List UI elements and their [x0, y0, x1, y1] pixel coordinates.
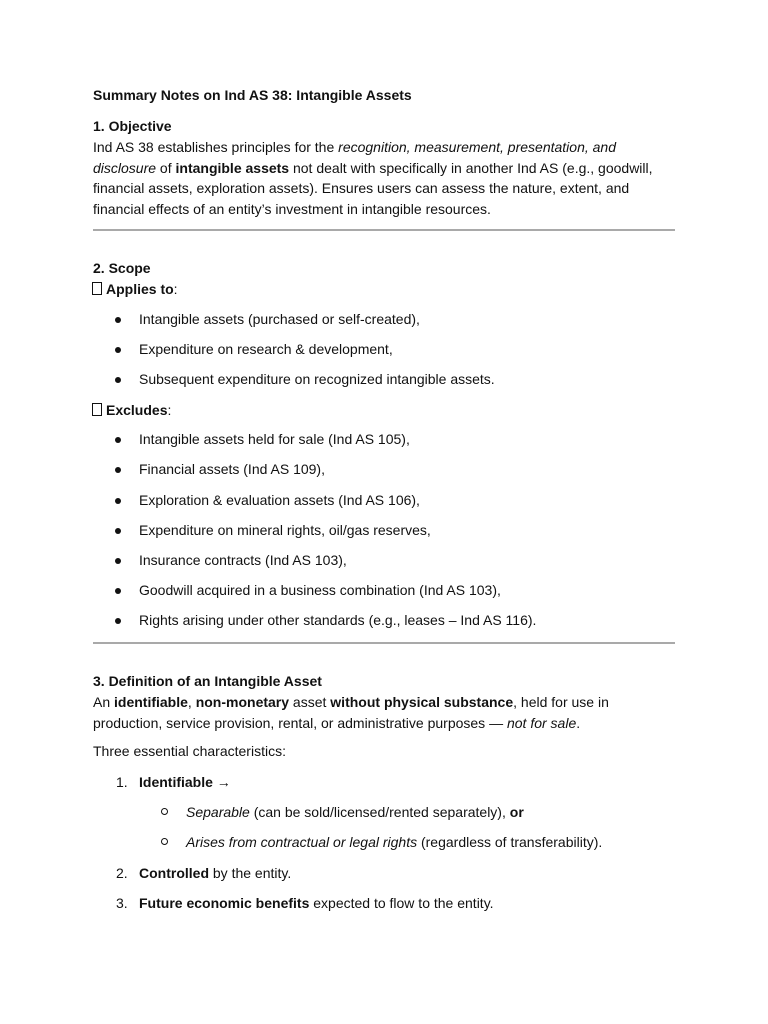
bullet-icon: [115, 347, 121, 353]
definition-text-2: identifiable: [114, 694, 188, 710]
list-item: Expenditure on research & development,: [139, 341, 393, 357]
list-item: Financial assets (Ind AS 109),: [139, 461, 325, 477]
bullet-icon: [115, 558, 121, 564]
characteristic-text: by the entity.: [209, 865, 292, 881]
list-item: Rights arising under other standards (e.g., leases – Ind AS 116).: [139, 612, 537, 628]
checkbox-icon: [92, 282, 102, 295]
objective-text-4: intangible assets: [175, 159, 290, 176]
characteristic-label: Future economic benefits: [139, 895, 310, 911]
bullet-icon: [115, 317, 121, 323]
list-item: Expenditure on mineral rights, oil/gas reserves,: [139, 522, 431, 538]
sub-list-item: [186, 804, 524, 820]
bullet-icon: [115, 498, 121, 504]
scope-heading: 2. Scope: [93, 260, 151, 276]
circle-bullet-icon: [161, 808, 168, 815]
list-number: 1.: [116, 774, 128, 790]
definition-paragraph: [93, 692, 678, 733]
applies-to-colon: :: [173, 281, 178, 297]
list-item: Intangible assets held for sale (Ind AS 105),: [139, 431, 410, 447]
excludes-colon: :: [167, 402, 172, 418]
definition-text-4: non-monetary: [195, 694, 290, 710]
characteristics-intro: Three essential characteristics:: [93, 743, 286, 759]
excludes-text: Excludes: [106, 402, 168, 418]
definition-text-1: An: [93, 694, 115, 710]
list-number: 3.: [116, 895, 128, 911]
characteristic-label: Controlled: [139, 865, 209, 881]
list-item: Exploration & evaluation assets (Ind AS 106),: [139, 492, 420, 508]
characteristic-controlled: [139, 865, 291, 881]
bullet-icon: [115, 437, 121, 443]
objective-paragraph: [93, 137, 678, 219]
sub-item-text: (can be sold/licensed/rented separately),: [249, 804, 510, 820]
bullet-icon: [115, 528, 121, 534]
applies-to-label: [92, 281, 178, 297]
applies-to-text: Applies to: [106, 281, 174, 297]
bullet-icon: [115, 618, 121, 624]
list-number: 2.: [116, 865, 128, 881]
checkbox-icon: [92, 403, 102, 416]
characteristic-identifiable: [139, 774, 231, 790]
definition-text-5: asset: [289, 694, 331, 710]
list-item: Subsequent expenditure on recognized intangible assets.: [139, 371, 495, 387]
bullet-icon: [115, 467, 121, 473]
document-title: Summary Notes on Ind AS 38: Intangible Assets: [93, 87, 412, 103]
definition-text-8: not for sale: [506, 714, 577, 731]
characteristic-text: expected to flow to the entity.: [309, 895, 494, 911]
objective-text-5: not dealt with specifically in another Ind AS (e.g., goodwill, financial assets, exploration assets). Ensures users can assess the nature, extent, and financial effects of an entity’s investment in intangible resources.: [93, 159, 653, 217]
definition-text-6: without physical substance: [330, 694, 514, 710]
section-divider: [93, 642, 675, 644]
sub-item-text: (regardless of transferability).: [417, 834, 603, 850]
definition-heading: 3. Definition of an Intangible Asset: [93, 673, 322, 689]
objective-heading: 1. Objective: [93, 118, 172, 134]
characteristic-benefits: [139, 895, 494, 911]
section-divider: [93, 229, 675, 231]
list-item: Goodwill acquired in a business combination (Ind AS 103),: [139, 582, 501, 598]
sub-item-italic: Arises from contractual or legal rights: [186, 834, 418, 850]
list-item: Intangible assets (purchased or self-created),: [139, 311, 420, 327]
definition-text-7: , held for use in production, service provision, rental, or administrative purposes —: [93, 694, 609, 731]
sub-list-item: [186, 834, 602, 850]
bullet-icon: [115, 377, 121, 383]
bullet-icon: [115, 588, 121, 594]
objective-text-3: of: [156, 159, 176, 176]
characteristic-label: Identifiable →: [139, 774, 231, 790]
sub-item-italic: Separable: [186, 804, 250, 820]
circle-bullet-icon: [161, 838, 168, 845]
objective-text-2: recognition, measurement, presentation, and disclosure: [93, 139, 616, 176]
objective-text-1: Ind AS 38 establishes principles for the: [93, 139, 339, 155]
list-item: Insurance contracts (Ind AS 103),: [139, 552, 347, 568]
definition-text-9: .: [576, 714, 581, 731]
definition-text-3: ,: [187, 694, 196, 710]
sub-item-or: or: [509, 804, 524, 820]
excludes-label: [92, 402, 171, 418]
